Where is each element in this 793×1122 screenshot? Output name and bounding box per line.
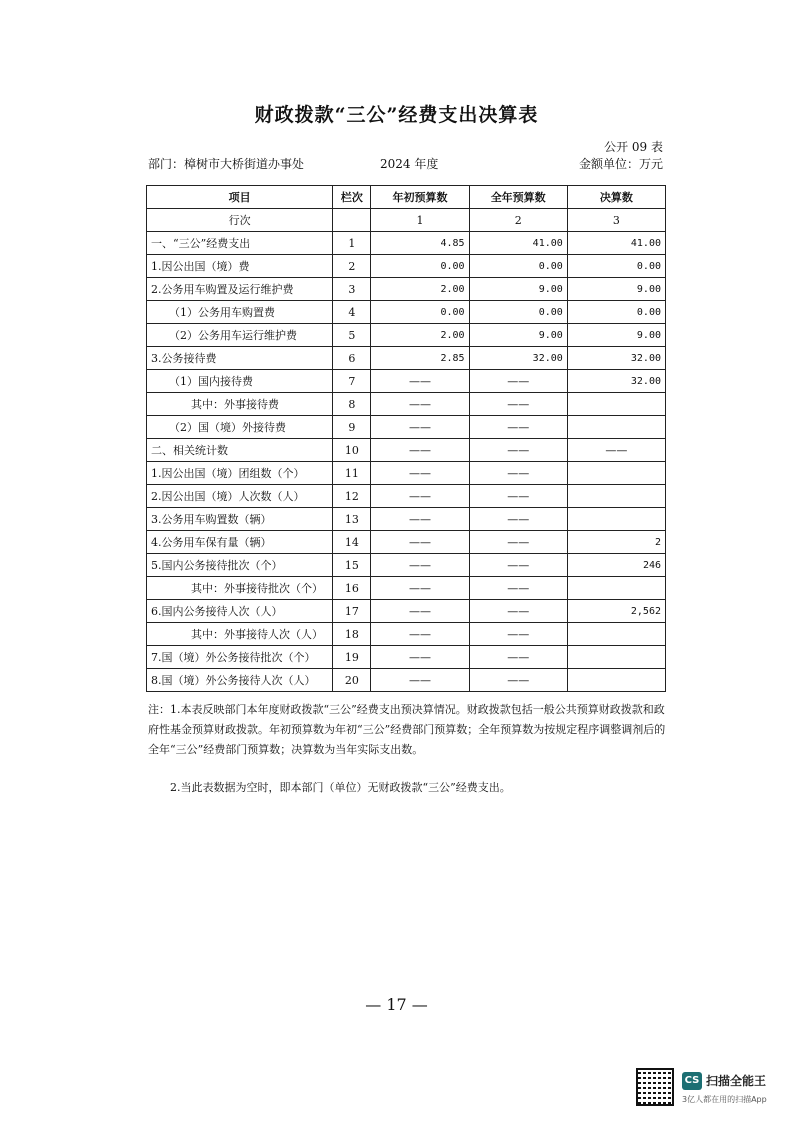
- final-account-value: [567, 577, 665, 600]
- header-annual-budget: 全年预算数: [469, 186, 567, 209]
- row-item-label: 5.国内公务接待批次（个）: [147, 554, 333, 577]
- table-row: [147, 577, 666, 600]
- qr-code-icon: [636, 1068, 674, 1106]
- initial-budget-value: ——: [371, 554, 469, 577]
- row-item-label: 一、“三公”经费支出: [147, 232, 333, 255]
- department-label: 部门：樟树市大桥街道办事处: [148, 157, 305, 171]
- document-title: 财政拨款“三公”经费支出决算表: [254, 104, 539, 126]
- annual-budget-value: 41.00: [469, 232, 567, 255]
- initial-budget-value: ——: [371, 646, 469, 669]
- initial-budget-value: 0.00: [371, 301, 469, 324]
- annual-budget-value: ——: [469, 370, 567, 393]
- annual-budget-value: ——: [469, 439, 567, 462]
- row-item-label: 8.国（境）外公务接待人次（人）: [147, 669, 333, 692]
- note-2: 2.当此表数据为空时，即本部门（单位）无财政拨款“三公”经费支出。: [170, 781, 511, 794]
- table-row: [147, 646, 666, 669]
- final-account-value: ——: [567, 439, 665, 462]
- table-row: [147, 669, 666, 692]
- annual-budget-value: ——: [469, 485, 567, 508]
- initial-budget-value: ——: [371, 531, 469, 554]
- final-account-value: 0.00: [567, 255, 665, 278]
- row-item-label: 4.公务用车保有量（辆）: [147, 531, 333, 554]
- annual-budget-value: ——: [469, 646, 567, 669]
- annual-budget-value: ——: [469, 669, 567, 692]
- row-item-label: 二、相关统计数: [147, 439, 333, 462]
- initial-budget-value: 2.00: [371, 324, 469, 347]
- camscanner-logo-icon: CS: [682, 1072, 702, 1090]
- row-item-label: （2）国（境）外接待费: [147, 416, 333, 439]
- index-cell: 2: [469, 209, 567, 232]
- table-row: [147, 370, 666, 393]
- table-row: [147, 416, 666, 439]
- scanner-app-name: 扫描全能王: [706, 1074, 767, 1088]
- row-number: 14: [333, 531, 371, 554]
- final-account-value: [567, 623, 665, 646]
- initial-budget-value: ——: [371, 485, 469, 508]
- initial-budget-value: ——: [371, 508, 469, 531]
- annual-budget-value: ——: [469, 577, 567, 600]
- row-number: 4: [333, 301, 371, 324]
- notes-section: [148, 700, 668, 798]
- row-item-label: 3.公务用车购置数（辆）: [147, 508, 333, 531]
- table-row: [147, 439, 666, 462]
- expenditure-table: [146, 185, 666, 692]
- row-number: 18: [333, 623, 371, 646]
- initial-budget-value: ——: [371, 623, 469, 646]
- row-item-label: 2.公务用车购置及运行维护费: [147, 278, 333, 301]
- header-item: 项目: [147, 186, 333, 209]
- table-row: [147, 393, 666, 416]
- table-row: [147, 485, 666, 508]
- scanner-watermark: [636, 1068, 786, 1112]
- scanner-tagline: 3亿人都在用的扫描App: [682, 1095, 767, 1104]
- final-account-value: [567, 462, 665, 485]
- row-number: 3: [333, 278, 371, 301]
- final-account-value: [567, 485, 665, 508]
- row-number: 16: [333, 577, 371, 600]
- row-number: 10: [333, 439, 371, 462]
- annual-budget-value: ——: [469, 462, 567, 485]
- row-number: 15: [333, 554, 371, 577]
- table-row: [147, 324, 666, 347]
- annual-budget-value: ——: [469, 416, 567, 439]
- row-item-label: （1）公务用车购置费: [147, 301, 333, 324]
- row-item-label: （2）公务用车运行维护费: [147, 324, 333, 347]
- initial-budget-value: ——: [371, 416, 469, 439]
- annual-budget-value: ——: [469, 531, 567, 554]
- row-item-label: 其中：外事接待人次（人）: [147, 623, 333, 646]
- row-number: 13: [333, 508, 371, 531]
- index-cell: 1: [371, 209, 469, 232]
- final-account-value: 32.00: [567, 370, 665, 393]
- page-number: — 17 —: [365, 995, 428, 1014]
- initial-budget-value: ——: [371, 462, 469, 485]
- annual-budget-value: 32.00: [469, 347, 567, 370]
- annual-budget-value: 9.00: [469, 324, 567, 347]
- row-item-label: 1.因公出国（境）团组数（个）: [147, 462, 333, 485]
- row-number: 7: [333, 370, 371, 393]
- table-row: [147, 232, 666, 255]
- table-index-row: [147, 209, 666, 232]
- table-row: [147, 623, 666, 646]
- fiscal-year: 2024 年度: [380, 157, 439, 171]
- row-number: 20: [333, 669, 371, 692]
- initial-budget-value: ——: [371, 577, 469, 600]
- table-body: [147, 232, 666, 692]
- annual-budget-value: 9.00: [469, 278, 567, 301]
- initial-budget-value: ——: [371, 669, 469, 692]
- row-item-label: （1）国内接待费: [147, 370, 333, 393]
- row-number: 2: [333, 255, 371, 278]
- initial-budget-value: 4.85: [371, 232, 469, 255]
- form-number: 公开 09 表: [604, 140, 663, 154]
- table-row: [147, 301, 666, 324]
- row-number: 19: [333, 646, 371, 669]
- initial-budget-value: 2.00: [371, 278, 469, 301]
- final-account-value: 0.00: [567, 301, 665, 324]
- row-number: 6: [333, 347, 371, 370]
- header-final-account: 决算数: [567, 186, 665, 209]
- final-account-value: 2: [567, 531, 665, 554]
- final-account-value: [567, 508, 665, 531]
- initial-budget-value: ——: [371, 393, 469, 416]
- final-account-value: [567, 669, 665, 692]
- table-row: [147, 554, 666, 577]
- header-initial-budget: 年初预算数: [371, 186, 469, 209]
- final-account-value: 2,562: [567, 600, 665, 623]
- row-item-label: 其中：外事接待批次（个）: [147, 577, 333, 600]
- table-row: [147, 278, 666, 301]
- row-number: 17: [333, 600, 371, 623]
- initial-budget-value: 2.85: [371, 347, 469, 370]
- index-label: 行次: [147, 209, 333, 232]
- annual-budget-value: ——: [469, 508, 567, 531]
- table-row: [147, 600, 666, 623]
- annual-budget-value: ——: [469, 600, 567, 623]
- final-account-value: [567, 646, 665, 669]
- final-account-value: [567, 393, 665, 416]
- initial-budget-value: ——: [371, 439, 469, 462]
- final-account-value: 41.00: [567, 232, 665, 255]
- annual-budget-value: 0.00: [469, 301, 567, 324]
- initial-budget-value: ——: [371, 370, 469, 393]
- final-account-value: 246: [567, 554, 665, 577]
- row-number: 5: [333, 324, 371, 347]
- row-item-label: 1.因公出国（境）费: [147, 255, 333, 278]
- table-row: [147, 255, 666, 278]
- index-cell: 3: [567, 209, 665, 232]
- row-item-label: 7.国（境）外公务接待批次（个）: [147, 646, 333, 669]
- row-item-label: 3.公务接待费: [147, 347, 333, 370]
- row-item-label: 6.国内公务接待人次（人）: [147, 600, 333, 623]
- currency-unit: 金额单位：万元: [578, 157, 663, 171]
- final-account-value: 9.00: [567, 278, 665, 301]
- row-number: 11: [333, 462, 371, 485]
- header-row-no: 栏次: [333, 186, 371, 209]
- annual-budget-value: ——: [469, 623, 567, 646]
- index-cell: [333, 209, 371, 232]
- table-header-row: [147, 186, 666, 209]
- row-number: 9: [333, 416, 371, 439]
- row-item-label: 其中：外事接待费: [147, 393, 333, 416]
- final-account-value: [567, 416, 665, 439]
- table-row: [147, 531, 666, 554]
- final-account-value: 9.00: [567, 324, 665, 347]
- table-row: [147, 462, 666, 485]
- annual-budget-value: ——: [469, 554, 567, 577]
- row-number: 12: [333, 485, 371, 508]
- row-number: 1: [333, 232, 371, 255]
- table-row: [147, 508, 666, 531]
- row-item-label: 2.因公出国（境）人次数（人）: [147, 485, 333, 508]
- annual-budget-value: ——: [469, 393, 567, 416]
- annual-budget-value: 0.00: [469, 255, 567, 278]
- note-1: 注：1.本表反映部门本年度财政拨款“三公”经费支出预决算情况。财政拨款包括一般公共预算财政拨款和政府性基金预算财政拨款。年初预算数为年初“三公”经费部门预算数；全年预算数为按规定程序调整调剂后的全年“三公”经费部门预算数；决算数为当年实际支出数。: [148, 703, 666, 756]
- row-number: 8: [333, 393, 371, 416]
- initial-budget-value: 0.00: [371, 255, 469, 278]
- initial-budget-value: ——: [371, 600, 469, 623]
- table-row: [147, 347, 666, 370]
- final-account-value: 32.00: [567, 347, 665, 370]
